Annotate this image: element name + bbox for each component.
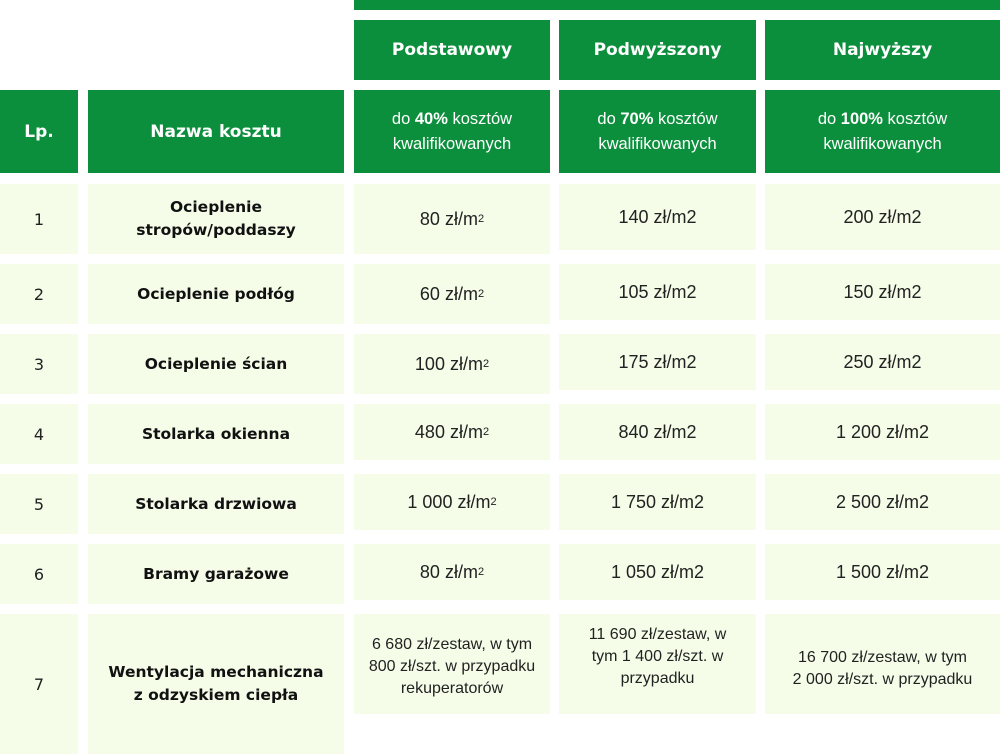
row-5-raised: 1 750 zł/m2 [559, 474, 756, 530]
row-1-lp: 1 [0, 184, 78, 254]
coverage-highest-line2: kwalifikowanych [823, 134, 942, 153]
row-7-basic: 6 680 zł/zestaw, w tym 800 zł/szt. w przypadku rekuperatorów [354, 614, 550, 714]
column-header-lp [0, 90, 78, 173]
row-5-name: Stolarka drzwiowa [88, 474, 344, 534]
row-2-name: Ocieplenie podłóg [88, 264, 344, 324]
row-5-basic: 1 000 zł/m 2 [354, 474, 550, 530]
row-7-highest: 16 700 zł/zestaw, w tym 2 000 zł/szt. w przypadku [765, 614, 1000, 714]
coverage-basic-line2: kwalifikowanych [392, 134, 512, 153]
row-3-raised: 175 zł/m2 [559, 334, 756, 390]
row-2-highest: 150 zł/m2 [765, 264, 1000, 320]
row-4-name: Stolarka okienna [88, 404, 344, 464]
level-header-raised-label: Podwyższony [593, 40, 722, 60]
row-6-basic: 80 zł/m 2 [354, 544, 550, 600]
row-1-highest: 200 zł/m2 [765, 184, 1000, 250]
level-header-basic-label: Podstawowy [391, 40, 513, 60]
row-6-lp: 6 [0, 544, 78, 604]
coverage-basic-line1: do 40% kosztów [391, 109, 513, 128]
level-header-highest-label: Najwyższy [832, 40, 933, 60]
coverage-raised [559, 90, 756, 173]
level-header-basic [354, 20, 550, 80]
coverage-highest [765, 90, 1000, 173]
row-1-basic: 80 zł/m 2 [354, 184, 550, 254]
coverage-raised-line1: do 70% kosztów [597, 109, 718, 128]
row-2-basic: 60 zł/m 2 [354, 264, 550, 324]
row-5-lp: 5 [0, 474, 78, 534]
row-7-lp: 7 [0, 614, 78, 754]
row-4-lp: 4 [0, 404, 78, 464]
column-header-name-label: Nazwa kosztu [150, 121, 282, 142]
row-5-highest: 2 500 zł/m2 [765, 474, 1000, 530]
row-1-name: Ocieplenie stropów/poddaszy [88, 184, 344, 254]
row-1-raised: 140 zł/m2 [559, 184, 756, 250]
row-4-basic: 480 zł/m 2 [354, 404, 550, 460]
row-2-lp: 2 [0, 264, 78, 324]
coverage-basic [354, 90, 550, 173]
row-6-name: Bramy garażowe [88, 544, 344, 604]
coverage-raised-line2: kwalifikowanych [598, 134, 717, 153]
row-3-name: Ocieplenie ścian [88, 334, 344, 394]
row-7-name: Wentylacja mechaniczna z odzyskiem ciepła [88, 614, 344, 754]
row-3-basic: 100 zł/m 2 [354, 334, 550, 394]
row-6-highest: 1 500 zł/m2 [765, 544, 1000, 600]
column-header-name [88, 90, 344, 173]
row-3-lp: 3 [0, 334, 78, 394]
row-6-raised: 1 050 zł/m2 [559, 544, 756, 600]
level-header-highest [765, 20, 1000, 80]
coverage-highest-line1: do 100% kosztów [817, 109, 948, 128]
row-3-highest: 250 zł/m2 [765, 334, 1000, 390]
row-4-raised: 840 zł/m2 [559, 404, 756, 460]
row-4-highest: 1 200 zł/m2 [765, 404, 1000, 460]
row-2-raised: 105 zł/m2 [559, 264, 756, 320]
level-header-raised [559, 20, 756, 80]
header-top-bar [354, 0, 1000, 10]
row-7-raised: 11 690 zł/zestaw, w tym 1 400 zł/szt. w przypadku [559, 614, 756, 714]
column-header-lp-label: Lp. [24, 121, 54, 142]
